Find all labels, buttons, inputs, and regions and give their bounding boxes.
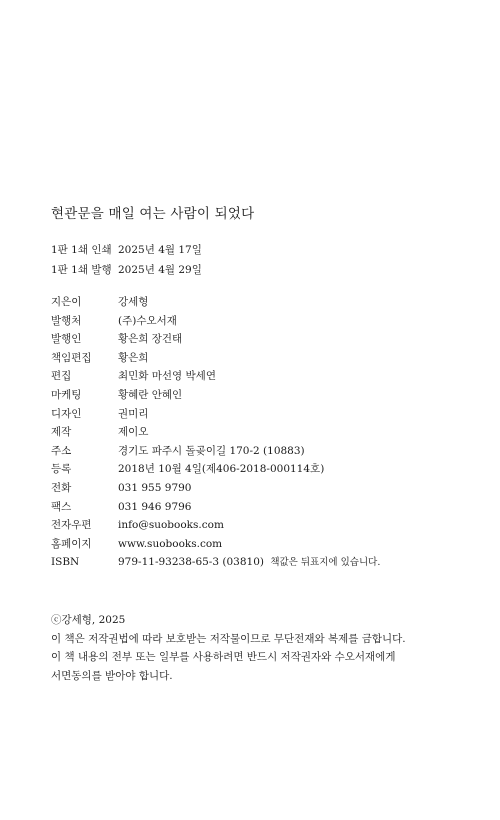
credit-row-design: [51, 405, 380, 424]
credit-label: 발행처: [51, 314, 82, 327]
printing-row-first-publish: [51, 260, 202, 280]
credit-value: info@suobooks.com: [118, 519, 224, 532]
credit-row-phone: [51, 479, 380, 498]
copyright-line: 이 책은 저작권법에 따라 보호받는 저작물이므로 무단전재와 복제를 금합니다.: [51, 632, 406, 645]
credit-label: 제작: [51, 426, 72, 439]
credit-label: 팩스: [51, 500, 72, 513]
printing-info: [51, 240, 202, 280]
credit-row-registration: [51, 460, 380, 479]
credit-row-chief-editor: [51, 349, 380, 368]
book-title: 현관문을 매일 여는 사람이 되었다: [51, 206, 255, 222]
copyright-notice: [51, 611, 406, 685]
credit-value: 최민화 마선영 박세연: [118, 370, 216, 383]
credit-value: 황혜란 안혜인: [118, 388, 183, 401]
credit-label: 홈페이지: [51, 537, 92, 550]
credit-label: 전화: [51, 481, 72, 494]
credit-value: 권미리: [118, 407, 149, 420]
copyright-line: 이 책 내용의 전부 또는 일부를 사용하려면 반드시 저작권자와 수오서재에게: [51, 651, 396, 664]
isbn-value: [118, 553, 380, 572]
credit-row-production: [51, 423, 380, 442]
credit-row-marketing: [51, 386, 380, 405]
credit-label: 편집: [51, 370, 72, 383]
credit-row-address: [51, 442, 380, 461]
price-note: 책값은 뒤표지에 있습니다.: [270, 557, 381, 569]
printing-label: 1판 1쇄 발행: [51, 264, 112, 276]
copyright-holder: ⓒ강세형, 2025: [51, 614, 126, 626]
credit-row-homepage: [51, 535, 380, 554]
credit-value: www.suobooks.com: [118, 537, 223, 550]
credits-list: [51, 293, 380, 572]
credit-value: 황은희: [118, 351, 149, 364]
credit-value: (주)수오서재: [118, 314, 177, 327]
credit-row-email: [51, 516, 380, 535]
credit-label: 지은이: [51, 296, 82, 308]
printing-date: 2025년 4월 29일: [118, 264, 202, 276]
credit-row-editors: [51, 367, 380, 386]
credit-label: 마케팅: [51, 388, 82, 401]
credit-value: 031 946 9796: [118, 500, 192, 513]
credit-label: 등록: [51, 463, 72, 476]
credit-label: 전자우편: [51, 519, 92, 532]
credit-label: 주소: [51, 444, 72, 457]
credit-label: 디자인: [51, 407, 82, 420]
printing-label: 1판 1쇄 인쇄: [51, 244, 112, 256]
credit-row-author: [51, 293, 380, 312]
credit-value: 경기도 파주시 돌곶이길 170-2 (10883): [118, 444, 305, 457]
printing-row-first-print: [51, 240, 202, 260]
credit-value: 031 955 9790: [118, 481, 192, 494]
credit-value: 황은희 장건태: [118, 333, 183, 346]
credit-label: 발행인: [51, 333, 82, 346]
credit-row-isbn: [51, 553, 380, 572]
credit-row-fax: [51, 498, 380, 517]
credit-value: 2018년 10월 4일(제406-2018-000114호): [118, 463, 325, 476]
credit-label: ISBN: [51, 556, 80, 569]
credit-value: 제이오: [118, 426, 149, 439]
credit-row-publisher: [51, 312, 380, 331]
credit-label: 책임편집: [51, 351, 92, 364]
isbn-number: 979-11-93238-65-3 (03810): [118, 556, 264, 569]
copyright-line: 서면동의를 받아야 합니다.: [51, 669, 173, 682]
credit-value: 강세형: [118, 296, 149, 308]
printing-date: 2025년 4월 17일: [118, 244, 202, 256]
credit-row-issuer: [51, 330, 380, 349]
